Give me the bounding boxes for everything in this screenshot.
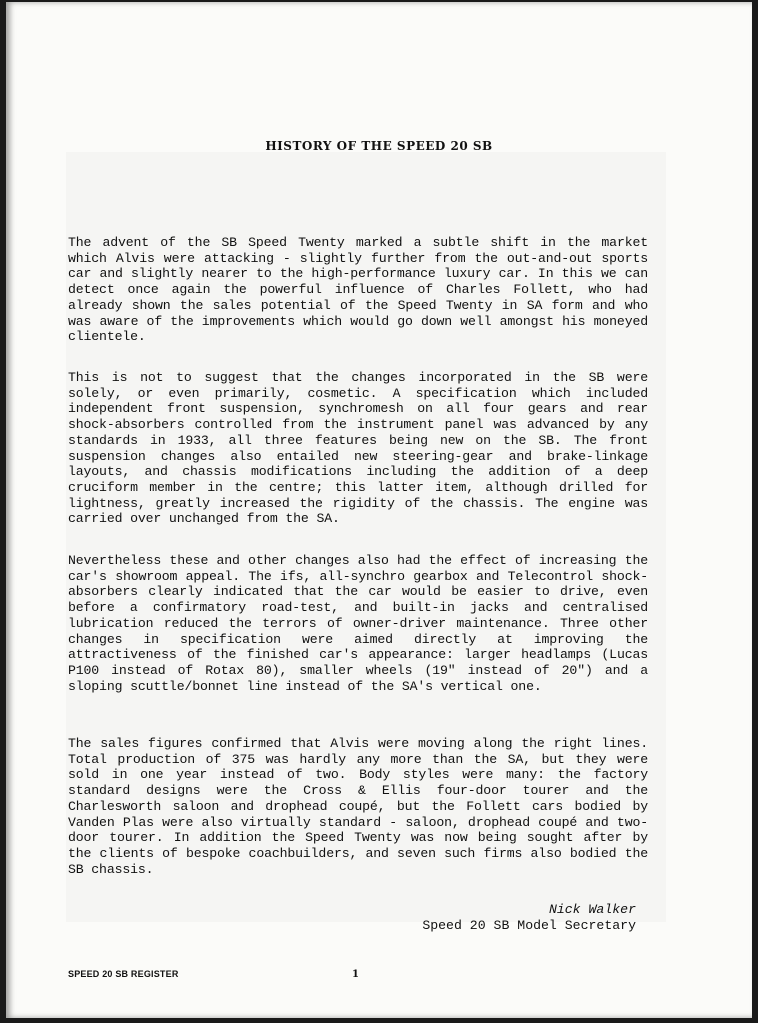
page-number: 1 xyxy=(352,969,359,980)
paragraph-1: The advent of the SB Speed Twenty marked a subtle shift in the market which Alvis were attacking - slightly further from the out-and-out sports car and slightly nearer to the high-performance luxury car. In this we can detect once again the powerful influence of Charles Follett, who had already shown the sales potential of the Speed Twenty in SA form and who was aware of the improvements which would go down well amongst his moneyed clientele. xyxy=(68,235,648,345)
document-page xyxy=(6,2,752,1018)
paragraph-2: This is not to suggest that the changes incorporated in the SB were solely, or even primarily, cosmetic. A specification which included independent front suspension, synchromesh on all four gears and rear shock-absorbers controlled from the instrument panel was advanced by any standards in 1933, all three features being new on the SB. The front suspension changes also entailed new steering-gear and brake-linkage layouts, and chassis modifications including the addition of a deep cruciform member in the centre; this latter item, although drilled for lightness, greatly increased the rigidity of the chassis. The engine was carried over unchanged from the SA. xyxy=(68,370,648,527)
scan-bottom-edge xyxy=(0,1018,758,1023)
signature-block xyxy=(422,902,636,934)
page-title: HISTORY OF THE SPEED 20 SB xyxy=(265,139,493,153)
author-name: Nick Walker xyxy=(548,902,636,917)
footer-register-label: SPEED 20 SB REGISTER xyxy=(68,969,179,979)
paragraph-3: Nevertheless these and other changes also had the effect of increasing the car's showroom appeal. The ifs, all-synchro gearbox and Telecontrol shock-absorbers clearly indicated that the car would be easier to drive, even before a confirmatory road-test, and built-in jacks and centralised lubrication reduced the terrors of owner-driver maintenance. Three other changes in specification were aimed directly at improving the attractiveness of the finished car's appearance: larger headlamps (Lucas P100 instead of Rotax 80), smaller wheels (19" instead of 20") and a sloping scuttle/bonnet line instead of the SA's vertical one. xyxy=(68,553,648,694)
author-role: Speed 20 SB Model Secretary xyxy=(422,918,636,933)
paragraph-4: The sales figures confirmed that Alvis were moving along the right lines. Total production of 375 was hardly any more than the SA, but they were sold in one year instead of two. Body styles were many: the factory standard designs were the Cross & Ellis four-door tourer and the Charlesworth saloon and drophead coupé, but the Follett cars bodied by Vanden Plas were also virtually standard - saloon, drophead coupé and two-door tourer. In addition the Speed Twenty was now being sought after by the clients of bespoke coachbuilders, and seven such firms also bodied the SB chassis. xyxy=(68,736,648,877)
